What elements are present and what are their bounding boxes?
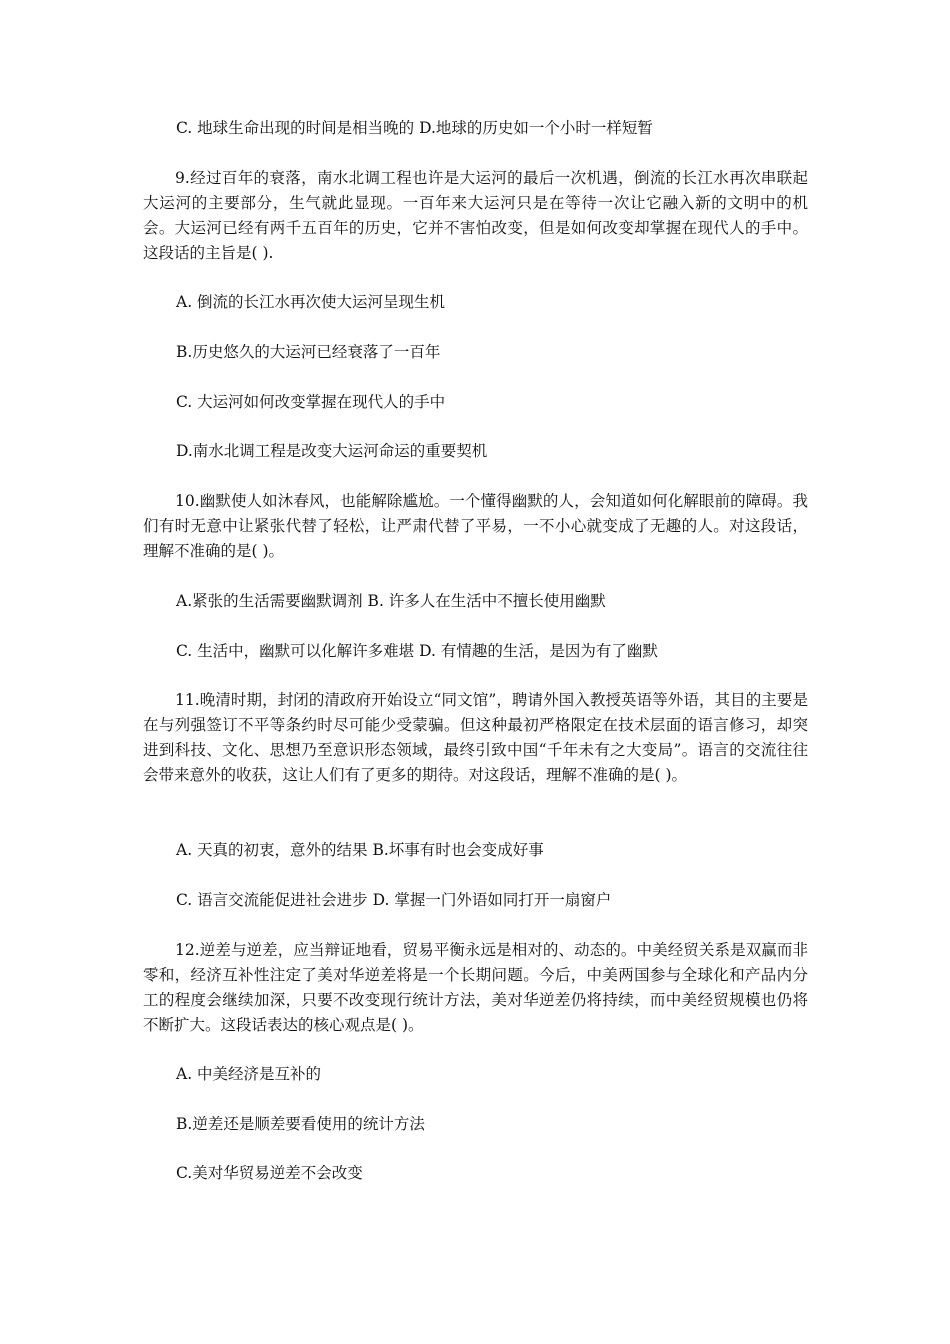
question-9-option-b: B.历史悠久的大运河已经衰落了一百年 [176, 343, 441, 361]
question-10-options-cd: C. 生活中，幽默可以化解许多难堪 D. 有情趣的生活，是因为有了幽默 [176, 642, 658, 660]
question-11-options-cd: C. 语言交流能促进社会进步 D. 掌握一门外语如同打开一扇窗户 [176, 891, 612, 909]
question-9-stem: 9.经过百年的衰落，南水北调工程也许是大运河的最后一次机遇，倒流的长江水再次串联起大运河的主要部分，生气就此显现。一百年来大运河只是在等待一次让它融入新的文明中的机会。大运河已经有两千五百年的历史，它并不害怕改变，但是如何改变却掌握在现代人的手中。这段话的主旨是( ). [143, 169, 808, 262]
question-9-option-d: D.南水北调工程是改变大运河命运的重要契机 [176, 442, 488, 460]
question-11-stem: 11.晚清时期，封闭的清政府开始设立“同文馆”，聘请外国入教授英语等外语，其目的主要是在与列强签订不平等条约时尽可能少受蒙骗。但这种最初严格限定在技术层面的语言修习，却突进到科技、文化、思想乃至意识形态领域，最终引致中国“千年未有之大变局”。语言的交流往往会带来意外的收获，这让人们有了更多的期待。对这段话，理解不准确的是( )。 [143, 691, 808, 784]
question-12-stem: 12.逆差与逆差，应当辩证地看，贸易平衡永远是相对的、动态的。中美经贸关系是双赢而非零和，经济互补性注定了美对华逆差将是一个长期问题。今后，中美两国参与全球化和产品内分工的程度会继续加深，只要不改变现行统计方法，美对华逆差仍将持续，而中美经贸规模也仍将不断扩大。这段话表达的核心观点是( )。 [143, 941, 808, 1034]
question-10-options-ab: A.紧张的生活需要幽默调剂 B. 许多人在生活中不擅长使用幽默 [176, 592, 606, 610]
question-10-stem: 10.幽默使人如沐春风，也能解除尴尬。一个懂得幽默的人，会知道如何化解眼前的障碍。我们有时无意中让紧张代替了轻松，让严肃代替了平易，一不小心就变成了无趣的人。对这段话，理解不准确的是( )。 [143, 492, 808, 560]
question-11-options-ab: A. 天真的初衷，意外的结果 B.坏事有时也会变成好事 [176, 841, 544, 859]
question-8-options-cd: C. 地球生命出现的时间是相当晚的 D.地球的历史如一个小时一样短暂 [176, 119, 653, 137]
question-12-option-a: A. 中美经济是互补的 [176, 1065, 322, 1083]
question-12-option-c: C.美对华贸易逆差不会改变 [176, 1164, 363, 1182]
question-12-option-b: B.逆差还是顺差要看使用的统计方法 [176, 1115, 425, 1133]
question-9-option-a: A. 倒流的长江水再次使大运河呈现生机 [176, 293, 446, 311]
question-9-option-c: C. 大运河如何改变掌握在现代人的手中 [176, 393, 446, 411]
